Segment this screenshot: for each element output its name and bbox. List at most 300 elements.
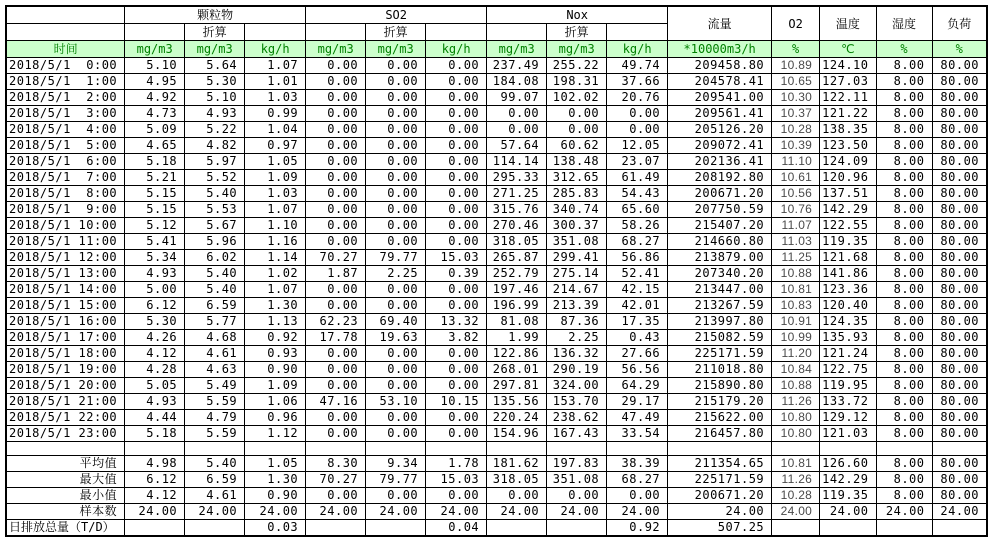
value-cell: 8.00: [876, 330, 932, 346]
value-cell: 5.09: [125, 122, 185, 138]
summary-value-cell: 126.60: [820, 456, 876, 472]
value-cell: 315.76: [487, 202, 547, 218]
summary-value-cell: 24.00: [668, 504, 772, 520]
value-cell: 13.32: [426, 314, 487, 330]
value-cell: 5.22: [185, 122, 245, 138]
value-cell: 0.00: [426, 122, 487, 138]
value-cell: 54.43: [607, 186, 668, 202]
value-cell: 80.00: [932, 74, 987, 90]
value-cell: 167.43: [547, 426, 607, 442]
time-cell: 2018/5/1 13:00: [6, 266, 125, 282]
value-cell: 225171.59: [668, 346, 772, 362]
blank-cell: [668, 442, 772, 456]
summary-value-cell: 15.03: [426, 472, 487, 488]
value-cell: 1.16: [245, 234, 306, 250]
value-cell: 80.00: [932, 282, 987, 298]
value-cell: 10.28: [772, 122, 820, 138]
value-cell: 11.07: [772, 218, 820, 234]
header-corner-blank: [6, 6, 125, 24]
blank-cell: [820, 442, 876, 456]
value-cell: 0.00: [426, 410, 487, 426]
value-cell: 1.12: [245, 426, 306, 442]
value-cell: 4.93: [125, 394, 185, 410]
summary-value-cell: [306, 520, 366, 537]
table-row: [6, 74, 987, 90]
value-cell: 0.00: [366, 202, 426, 218]
value-cell: 202136.41: [668, 154, 772, 170]
summary-value-cell: 0.03: [245, 520, 306, 537]
value-cell: 0.00: [366, 58, 426, 74]
summary-row: [6, 520, 987, 537]
value-cell: 99.07: [487, 90, 547, 106]
value-cell: 0.00: [426, 298, 487, 314]
value-cell: 8.00: [876, 410, 932, 426]
summary-value-cell: 9.34: [366, 456, 426, 472]
value-cell: 238.62: [547, 410, 607, 426]
value-cell: 47.49: [607, 410, 668, 426]
value-cell: 268.01: [487, 362, 547, 378]
value-cell: 213267.59: [668, 298, 772, 314]
value-cell: 1.09: [245, 170, 306, 186]
summary-value-cell: 10.81: [772, 456, 820, 472]
blank-cell: [6, 442, 125, 456]
value-cell: 0.99: [245, 106, 306, 122]
value-cell: 56.56: [607, 362, 668, 378]
value-cell: 5.52: [185, 170, 245, 186]
value-cell: 4.82: [185, 138, 245, 154]
time-cell: 2018/5/1 5:00: [6, 138, 125, 154]
table-row: [6, 314, 987, 330]
summary-value-cell: 0.00: [547, 488, 607, 504]
value-cell: 271.25: [487, 186, 547, 202]
value-cell: 209561.41: [668, 106, 772, 122]
time-cell: 2018/5/1 0:00: [6, 58, 125, 74]
value-cell: 5.77: [185, 314, 245, 330]
value-cell: 4.93: [125, 266, 185, 282]
time-cell: 2018/5/1 1:00: [6, 74, 125, 90]
summary-value-cell: 142.29: [820, 472, 876, 488]
col-header-temperature: 温度: [820, 6, 876, 41]
value-cell: 5.30: [185, 74, 245, 90]
value-cell: 198.31: [547, 74, 607, 90]
summary-label-cell: 样本数: [6, 504, 125, 520]
value-cell: 0.00: [547, 122, 607, 138]
value-cell: 20.76: [607, 90, 668, 106]
value-cell: 0.00: [607, 106, 668, 122]
summary-value-cell: 1.30: [245, 472, 306, 488]
summary-value-cell: [185, 520, 245, 537]
value-cell: 10.84: [772, 362, 820, 378]
group-header-row: [6, 6, 987, 24]
value-cell: 42.15: [607, 282, 668, 298]
value-cell: 0.00: [426, 346, 487, 362]
value-cell: 4.68: [185, 330, 245, 346]
value-cell: 215890.80: [668, 378, 772, 394]
value-cell: 0.92: [245, 330, 306, 346]
value-cell: 213879.00: [668, 250, 772, 266]
value-cell: 0.00: [366, 378, 426, 394]
value-cell: 0.97: [245, 138, 306, 154]
value-cell: 8.00: [876, 266, 932, 282]
value-cell: 4.95: [125, 74, 185, 90]
value-cell: 6.12: [125, 298, 185, 314]
value-cell: 5.40: [185, 282, 245, 298]
table-row: [6, 362, 987, 378]
summary-value-cell: 0.00: [306, 488, 366, 504]
value-cell: 5.97: [185, 154, 245, 170]
value-cell: 10.61: [772, 170, 820, 186]
value-cell: 80.00: [932, 330, 987, 346]
value-cell: 4.79: [185, 410, 245, 426]
summary-label-cell: 平均值: [6, 456, 125, 472]
value-cell: 153.70: [547, 394, 607, 410]
value-cell: 4.65: [125, 138, 185, 154]
value-cell: 8.00: [876, 154, 932, 170]
col-header-load: 负荷: [932, 6, 987, 41]
value-cell: 0.00: [366, 90, 426, 106]
value-cell: 6.02: [185, 250, 245, 266]
value-cell: 1.87: [306, 266, 366, 282]
value-cell: 8.00: [876, 362, 932, 378]
summary-value-cell: 0.00: [607, 488, 668, 504]
time-cell: 2018/5/1 4:00: [6, 122, 125, 138]
col-header-o2: O2: [772, 6, 820, 41]
value-cell: 215407.20: [668, 218, 772, 234]
value-cell: 215622.00: [668, 410, 772, 426]
value-cell: 8.00: [876, 90, 932, 106]
value-cell: 5.40: [185, 186, 245, 202]
table-header: [6, 6, 987, 58]
value-cell: 11.10: [772, 154, 820, 170]
summary-value-cell: 11.26: [772, 472, 820, 488]
unit-cell: kg/h: [607, 41, 668, 58]
value-cell: 5.59: [185, 426, 245, 442]
value-cell: 124.09: [820, 154, 876, 170]
summary-value-cell: 0.00: [487, 488, 547, 504]
summary-value-cell: [487, 520, 547, 537]
value-cell: 138.48: [547, 154, 607, 170]
value-cell: 5.41: [125, 234, 185, 250]
value-cell: 80.00: [932, 426, 987, 442]
value-cell: 0.00: [426, 202, 487, 218]
unit-cell-o2: %: [772, 41, 820, 58]
value-cell: 17.35: [607, 314, 668, 330]
value-cell: 119.35: [820, 234, 876, 250]
value-cell: 6.59: [185, 298, 245, 314]
value-cell: 0.96: [245, 410, 306, 426]
value-cell: 80.00: [932, 186, 987, 202]
value-cell: 0.00: [366, 218, 426, 234]
group-header-nox: Nox: [487, 6, 668, 24]
value-cell: 208192.80: [668, 170, 772, 186]
time-cell: 2018/5/1 6:00: [6, 154, 125, 170]
subheader-converted-so2: 折算: [366, 24, 426, 41]
unit-cell: kg/h: [245, 41, 306, 58]
subheader-blank: [607, 24, 668, 41]
value-cell: 0.00: [306, 346, 366, 362]
value-cell: 1.03: [245, 90, 306, 106]
value-cell: 5.10: [185, 90, 245, 106]
summary-label-cell: 最小值: [6, 488, 125, 504]
value-cell: 197.46: [487, 282, 547, 298]
summary-value-cell: 80.00: [932, 456, 987, 472]
time-cell: 2018/5/1 15:00: [6, 298, 125, 314]
value-cell: 5.10: [125, 58, 185, 74]
table-row: [6, 426, 987, 442]
value-cell: 318.05: [487, 234, 547, 250]
table-row: [6, 234, 987, 250]
value-cell: 61.49: [607, 170, 668, 186]
value-cell: 57.64: [487, 138, 547, 154]
value-cell: 4.92: [125, 90, 185, 106]
value-cell: 11.20: [772, 346, 820, 362]
value-cell: 10.88: [772, 378, 820, 394]
value-cell: 5.18: [125, 426, 185, 442]
time-cell: 2018/5/1 21:00: [6, 394, 125, 410]
value-cell: 213447.00: [668, 282, 772, 298]
time-cell: 2018/5/1 10:00: [6, 218, 125, 234]
value-cell: 0.00: [547, 106, 607, 122]
table-row: [6, 378, 987, 394]
summary-value-cell: 24.00: [876, 504, 932, 520]
value-cell: 60.62: [547, 138, 607, 154]
value-cell: 56.86: [607, 250, 668, 266]
summary-value-cell: [125, 520, 185, 537]
value-cell: 0.00: [426, 154, 487, 170]
value-cell: 58.26: [607, 218, 668, 234]
value-cell: 0.00: [366, 282, 426, 298]
table-row: [6, 266, 987, 282]
summary-value-cell: 24.00: [820, 504, 876, 520]
time-cell: 2018/5/1 18:00: [6, 346, 125, 362]
value-cell: 0.00: [366, 410, 426, 426]
value-cell: 80.00: [932, 154, 987, 170]
summary-value-cell: 70.27: [306, 472, 366, 488]
summary-value-cell: 0.00: [366, 488, 426, 504]
value-cell: 0.00: [306, 58, 366, 74]
time-cell: 2018/5/1 9:00: [6, 202, 125, 218]
table-body: [6, 58, 987, 537]
value-cell: 0.00: [306, 426, 366, 442]
value-cell: 1.04: [245, 122, 306, 138]
value-cell: 8.00: [876, 250, 932, 266]
summary-label-cell: 日排放总量（T/D）: [6, 520, 125, 537]
value-cell: 124.10: [820, 58, 876, 74]
unit-cell-temperature: ℃: [820, 41, 876, 58]
time-cell: 2018/5/1 20:00: [6, 378, 125, 394]
time-column-header: 时间: [6, 41, 125, 58]
value-cell: 324.00: [547, 378, 607, 394]
value-cell: 8.00: [876, 234, 932, 250]
value-cell: 237.49: [487, 58, 547, 74]
value-cell: 0.00: [487, 122, 547, 138]
summary-value-cell: 24.00: [487, 504, 547, 520]
value-cell: 8.00: [876, 74, 932, 90]
value-cell: 11.03: [772, 234, 820, 250]
value-cell: 216457.80: [668, 426, 772, 442]
value-cell: 120.40: [820, 298, 876, 314]
value-cell: 23.07: [607, 154, 668, 170]
col-header-flow: 流量: [668, 6, 772, 41]
value-cell: 184.08: [487, 74, 547, 90]
value-cell: 122.11: [820, 90, 876, 106]
value-cell: 211018.80: [668, 362, 772, 378]
table-row: [6, 202, 987, 218]
value-cell: 0.00: [306, 378, 366, 394]
blank-cell: [876, 442, 932, 456]
value-cell: 2.25: [547, 330, 607, 346]
summary-value-cell: 0.90: [245, 488, 306, 504]
summary-value-cell: 211354.65: [668, 456, 772, 472]
value-cell: 0.00: [366, 138, 426, 154]
subheader-converted-particulate: 折算: [185, 24, 245, 41]
value-cell: 69.40: [366, 314, 426, 330]
value-cell: 154.96: [487, 426, 547, 442]
value-cell: 10.76: [772, 202, 820, 218]
value-cell: 5.96: [185, 234, 245, 250]
value-cell: 4.12: [125, 346, 185, 362]
summary-value-cell: 8.00: [876, 488, 932, 504]
table-row: [6, 186, 987, 202]
value-cell: 4.63: [185, 362, 245, 378]
value-cell: 8.00: [876, 218, 932, 234]
value-cell: 220.24: [487, 410, 547, 426]
table-row: [6, 218, 987, 234]
value-cell: 119.95: [820, 378, 876, 394]
value-cell: 80.00: [932, 314, 987, 330]
value-cell: 0.00: [366, 154, 426, 170]
value-cell: 8.00: [876, 394, 932, 410]
summary-value-cell: 68.27: [607, 472, 668, 488]
value-cell: 114.14: [487, 154, 547, 170]
value-cell: 0.00: [366, 122, 426, 138]
value-cell: 11.26: [772, 394, 820, 410]
value-cell: 5.12: [125, 218, 185, 234]
value-cell: 33.54: [607, 426, 668, 442]
unit-cell: mg/m3: [125, 41, 185, 58]
value-cell: 5.21: [125, 170, 185, 186]
value-cell: 10.88: [772, 266, 820, 282]
value-cell: 214660.80: [668, 234, 772, 250]
value-cell: 0.00: [306, 74, 366, 90]
value-cell: 0.00: [366, 362, 426, 378]
value-cell: 1.10: [245, 218, 306, 234]
value-cell: 129.12: [820, 410, 876, 426]
blank-cell: [245, 442, 306, 456]
value-cell: 295.33: [487, 170, 547, 186]
emission-report-sheet: [5, 5, 988, 537]
summary-value-cell: [366, 520, 426, 537]
value-cell: 1.06: [245, 394, 306, 410]
value-cell: 138.35: [820, 122, 876, 138]
value-cell: 37.66: [607, 74, 668, 90]
value-cell: 0.00: [426, 106, 487, 122]
value-cell: 5.34: [125, 250, 185, 266]
group-header-so2: SO2: [306, 6, 487, 24]
value-cell: 80.00: [932, 394, 987, 410]
value-cell: 196.99: [487, 298, 547, 314]
value-cell: 0.43: [607, 330, 668, 346]
value-cell: 122.55: [820, 218, 876, 234]
value-cell: 4.73: [125, 106, 185, 122]
value-cell: 10.91: [772, 314, 820, 330]
value-cell: 0.00: [306, 170, 366, 186]
value-cell: 10.80: [772, 426, 820, 442]
table-row: [6, 250, 987, 266]
value-cell: 0.39: [426, 266, 487, 282]
value-cell: 1.07: [245, 202, 306, 218]
value-cell: 0.00: [426, 74, 487, 90]
value-cell: 0.00: [306, 138, 366, 154]
summary-value-cell: 79.77: [366, 472, 426, 488]
value-cell: 123.36: [820, 282, 876, 298]
value-cell: 136.32: [547, 346, 607, 362]
value-cell: 8.00: [876, 58, 932, 74]
value-cell: 81.08: [487, 314, 547, 330]
blank-cell: [547, 442, 607, 456]
table-row: [6, 58, 987, 74]
summary-value-cell: 80.00: [932, 488, 987, 504]
value-cell: 5.05: [125, 378, 185, 394]
table-row: [6, 282, 987, 298]
value-cell: 80.00: [932, 202, 987, 218]
value-cell: 1.03: [245, 186, 306, 202]
value-cell: 10.37: [772, 106, 820, 122]
value-cell: 19.63: [366, 330, 426, 346]
value-cell: 10.89: [772, 58, 820, 74]
summary-value-cell: 1.78: [426, 456, 487, 472]
value-cell: 121.03: [820, 426, 876, 442]
blank-cell: [426, 442, 487, 456]
summary-value-cell: 10.28: [772, 488, 820, 504]
value-cell: 70.27: [306, 250, 366, 266]
value-cell: 8.00: [876, 186, 932, 202]
value-cell: 0.00: [306, 410, 366, 426]
value-cell: 5.18: [125, 154, 185, 170]
time-cell: 2018/5/1 17:00: [6, 330, 125, 346]
value-cell: 1.07: [245, 58, 306, 74]
value-cell: 207340.20: [668, 266, 772, 282]
value-cell: 0.00: [366, 106, 426, 122]
unit-cell: kg/h: [426, 41, 487, 58]
value-cell: 11.25: [772, 250, 820, 266]
value-cell: 0.00: [426, 362, 487, 378]
value-cell: 137.51: [820, 186, 876, 202]
value-cell: 135.56: [487, 394, 547, 410]
value-cell: 0.00: [487, 106, 547, 122]
value-cell: 122.75: [820, 362, 876, 378]
unit-cell: mg/m3: [366, 41, 426, 58]
value-cell: 80.00: [932, 138, 987, 154]
value-cell: 8.00: [876, 170, 932, 186]
summary-value-cell: 197.83: [547, 456, 607, 472]
summary-value-cell: 0.00: [426, 488, 487, 504]
value-cell: 4.28: [125, 362, 185, 378]
value-cell: 80.00: [932, 90, 987, 106]
value-cell: 29.17: [607, 394, 668, 410]
value-cell: 121.68: [820, 250, 876, 266]
value-cell: 80.00: [932, 58, 987, 74]
blank-cell: [185, 442, 245, 456]
value-cell: 42.01: [607, 298, 668, 314]
value-cell: 5.00: [125, 282, 185, 298]
summary-value-cell: 119.35: [820, 488, 876, 504]
value-cell: 47.16: [306, 394, 366, 410]
summary-value-cell: 225171.59: [668, 472, 772, 488]
value-cell: 62.23: [306, 314, 366, 330]
value-cell: 5.59: [185, 394, 245, 410]
value-cell: 5.53: [185, 202, 245, 218]
